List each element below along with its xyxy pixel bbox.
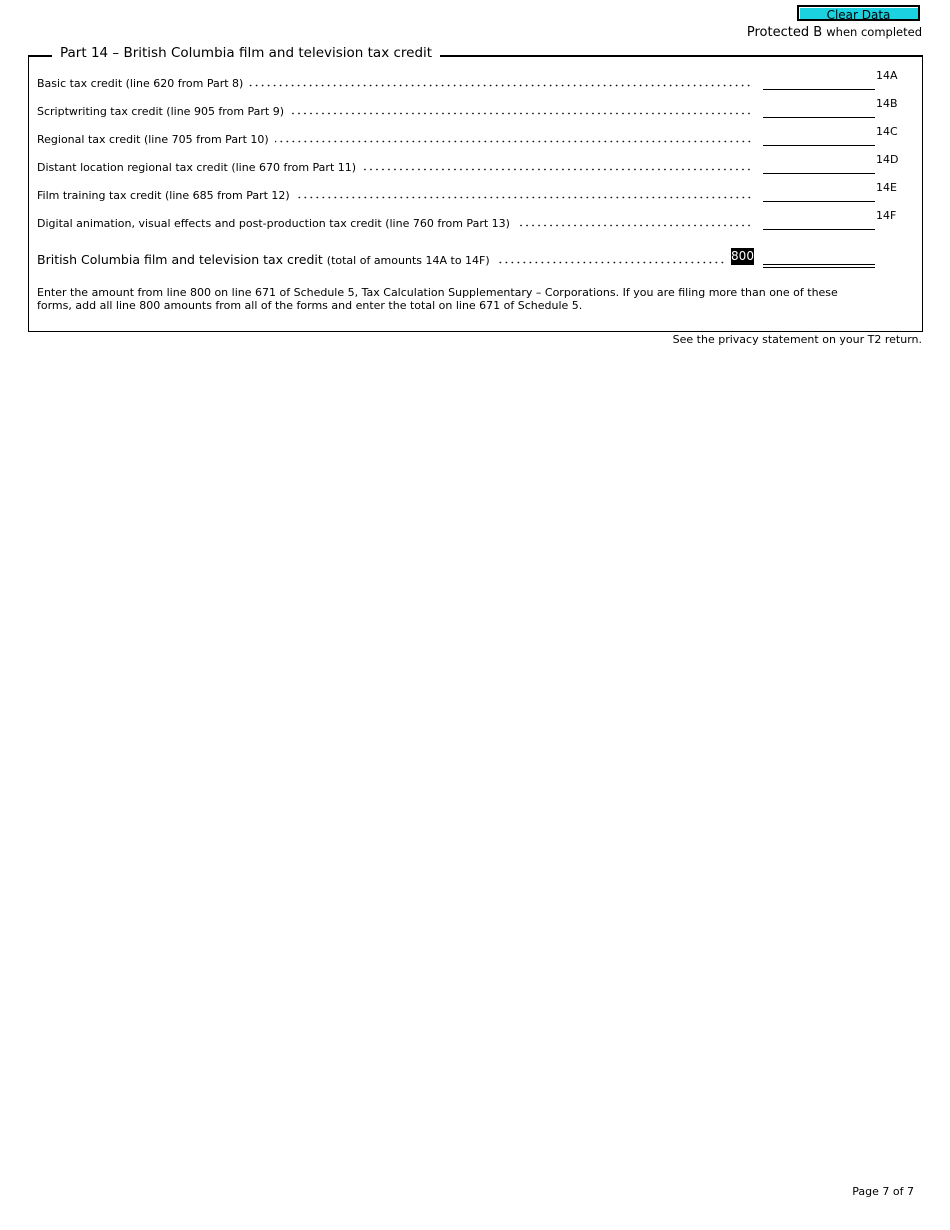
protected-b-label <box>747 25 922 40</box>
row-14d <box>37 158 752 174</box>
amount-14f-input[interactable] <box>763 215 875 230</box>
row-14b <box>37 102 752 118</box>
code-14e: 14E <box>876 181 897 194</box>
dot-leader <box>496 261 725 264</box>
code-14c: 14C <box>876 125 898 138</box>
dot-leader <box>362 168 752 171</box>
total-sublabel: (total of amounts 14A to 14F) <box>326 254 490 267</box>
part-title: Part 14 – British Columbia film and television tax credit <box>52 45 440 61</box>
line-800-badge: 800 <box>731 249 754 263</box>
row-label: Basic tax credit (line 620 from Part 8) <box>37 77 244 90</box>
dot-leader <box>275 140 752 143</box>
dot-leader <box>249 84 752 87</box>
protected-text: Protected B <box>746 25 823 40</box>
code-14f: 14F <box>876 209 897 222</box>
clear-data-button[interactable]: Clear Data <box>797 5 920 21</box>
amount-14d-input[interactable] <box>763 159 875 174</box>
code-14b: 14B <box>876 97 898 110</box>
row-14c <box>37 130 752 146</box>
code-14d: 14D <box>876 153 899 166</box>
page-number: Page 7 of 7 <box>852 1185 914 1198</box>
privacy-statement: See the privacy statement on your T2 return. <box>672 333 922 346</box>
amount-14a-input[interactable] <box>763 75 875 90</box>
total-label <box>37 252 496 267</box>
row-label: Scriptwriting tax credit (line 905 from Part 9) <box>37 105 285 118</box>
dot-leader <box>290 112 752 115</box>
row-14a <box>37 74 752 90</box>
code-14a: 14A <box>876 69 898 82</box>
protected-suffix: when completed <box>826 25 922 39</box>
row-label: Regional tax credit (line 705 from Part 10) <box>37 133 269 146</box>
line-800-input[interactable] <box>763 252 875 268</box>
row-label: Film training tax credit (line 685 from Part 12) <box>37 189 290 202</box>
dot-leader <box>516 224 752 227</box>
amount-14c-input[interactable] <box>763 131 875 146</box>
total-label-text: British Columbia film and television tax credit <box>37 252 323 267</box>
row-14e <box>37 186 752 202</box>
row-label: Distant location regional tax credit (line 670 from Part 11) <box>37 161 357 174</box>
row-14f <box>37 214 752 230</box>
dot-leader <box>296 196 752 199</box>
instruction-note: Enter the amount from line 800 on line 671 of Schedule 5, Tax Calculation Supplementary – Corporations. If you are filing more than one of these forms, add all line 800 amounts from all of the forms and enter the total on line 671 of Schedule 5. <box>37 286 838 312</box>
row-total <box>37 251 725 267</box>
row-label: Digital animation, visual effects and post-production tax credit (line 760 from Part 13) <box>37 217 510 230</box>
amount-14b-input[interactable] <box>763 103 875 118</box>
amount-14e-input[interactable] <box>763 187 875 202</box>
